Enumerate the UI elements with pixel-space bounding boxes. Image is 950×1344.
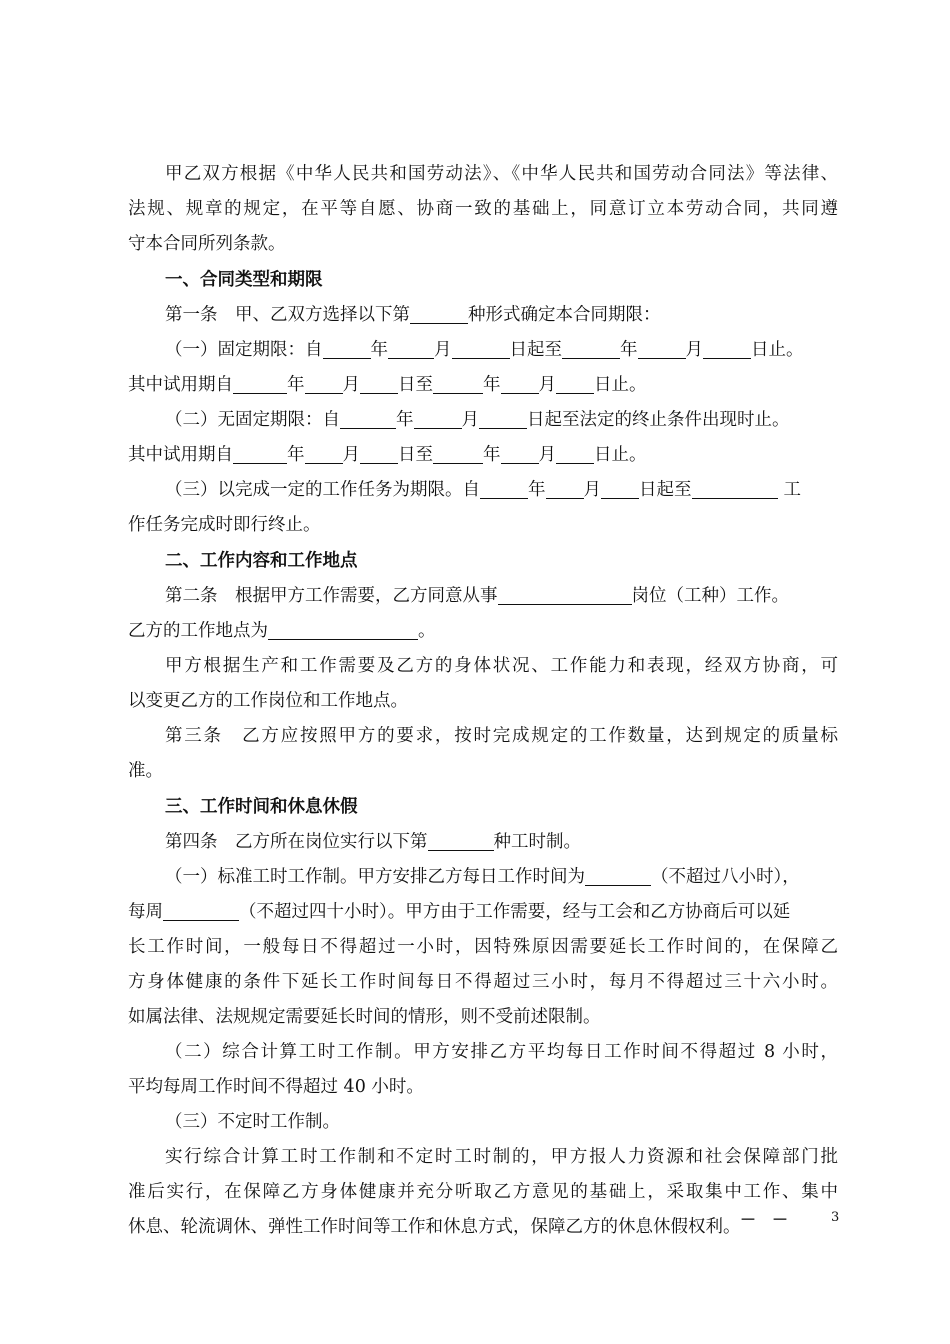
probation-end-year-blank[interactable] (433, 373, 483, 394)
probation-end-day-blank[interactable] (556, 373, 594, 394)
daily-hours-blank[interactable] (585, 865, 651, 886)
probation-start-month-blank[interactable] (305, 373, 343, 394)
probation2-start-day-blank[interactable] (360, 443, 398, 464)
rest-policy-line-2: 准后实行，在保障乙方身体健康并充分听取乙方意见的基础上，采取集中工作、集中 (128, 1182, 838, 1202)
start-year-blank[interactable] (323, 338, 371, 359)
flexible-hours-line: （三）不定时工作制。 (165, 1112, 340, 1132)
comprehensive-hours-line-1: （二）综合计算工时工作制。甲方安排乙方平均每日工作时间不得超过 8 小时， (165, 1042, 838, 1062)
intro-line-2: 法规、规章的规定，在平等自愿、协商一致的基础上，同意订立本劳动合同，共同遵 (128, 199, 838, 219)
start-month-blank[interactable] (388, 338, 434, 359)
work-location-line: 乙方的工作地点为 。 (128, 621, 436, 641)
open-start-month-blank[interactable] (414, 408, 462, 429)
end-month-blank[interactable] (638, 338, 686, 359)
change-position-line-1: 甲方根据生产和工作需要及乙方的身体状况、工作能力和表现，经双方协商，可 (165, 656, 838, 676)
standard-hours-line-3: 长工作时间，一般每日不得超过一小时，因特殊原因需要延长工作时间的，在保障乙 (128, 937, 838, 957)
section-heading-1: 一、合同类型和期限 (165, 270, 323, 290)
form-number-blank[interactable] (410, 303, 468, 324)
open-start-day-blank[interactable] (479, 408, 527, 429)
article-4: 第四条 乙方所在岗位实行以下第 种工时制。 (165, 832, 581, 852)
open-start-year-blank[interactable] (340, 408, 396, 429)
probation-start-day-blank[interactable] (360, 373, 398, 394)
probation2-end-day-blank[interactable] (556, 443, 594, 464)
task-start-month-blank[interactable] (546, 478, 584, 499)
intro-line-1: 甲乙双方根据《中华人民共和国劳动法》、《中华人民共和国劳动合同法》等法律、 (165, 164, 838, 184)
task-start-day-blank[interactable] (601, 478, 639, 499)
probation-line-2: 其中试用期自 年 月 日至 年 月 日止。 (128, 445, 647, 465)
start-day-blank[interactable] (452, 338, 510, 359)
open-term-line: （二）无固定期限：自 年 月 日起至法定的终止条件出现时止。 (165, 410, 790, 430)
standard-hours-line-1: （一）标准工时工作制。甲方安排乙方每日工作时间为 （不超过八小时）， (165, 867, 800, 887)
probation-start-year-blank[interactable] (233, 373, 287, 394)
task-term-line-2: 作任务完成时即行终止。 (128, 515, 321, 535)
weekly-hours-blank[interactable] (163, 900, 239, 921)
article-3-line-1: 第三条 乙方应按照甲方的要求，按时完成规定的工作数量，达到规定的质量标 (165, 726, 838, 746)
fixed-term-line: （一）固定期限：自 年 月 日起至 年 月 日止。 (165, 340, 804, 360)
rest-policy-line-3: 休息、轮流调休、弹性工作时间等工作和休息方式，保障乙方的休息休假权利。 (128, 1217, 741, 1237)
section-heading-3: 三、工作时间和休息休假 (165, 797, 358, 817)
probation-end-month-blank[interactable] (501, 373, 539, 394)
article-3-line-2: 准。 (128, 761, 163, 781)
probation2-end-month-blank[interactable] (501, 443, 539, 464)
task-start-year-blank[interactable] (480, 478, 528, 499)
end-day-blank[interactable] (703, 338, 751, 359)
intro-line-3: 守本合同所列条款。 (128, 234, 286, 254)
standard-hours-line-2: 每周 （不超过四十小时）。甲方由于工作需要，经与工会和乙方协商后可以延 (128, 902, 791, 922)
standard-hours-line-5: 如属法律、法规规定需要延长时间的情形，则不受前述限制。 (128, 1007, 601, 1027)
comprehensive-hours-line-2: 平均每周工作时间不得超过 40 小时。 (128, 1077, 424, 1097)
probation-line-1: 其中试用期自 年 月 日至 年 月 日止。 (128, 375, 647, 395)
work-location-blank[interactable] (268, 619, 418, 640)
hours-system-blank[interactable] (428, 830, 494, 851)
section-heading-2: 二、工作内容和工作地点 (165, 551, 358, 571)
probation2-start-month-blank[interactable] (305, 443, 343, 464)
standard-hours-line-4: 方身体健康的条件下延长工作时间每日不得超过三小时，每月不得超过三十六小时。 (128, 972, 838, 992)
task-term-line: （三）以完成一定的工作任务为期限。自 年 月 日起至 工 (165, 480, 801, 500)
position-blank[interactable] (498, 584, 632, 605)
probation2-end-year-blank[interactable] (433, 443, 483, 464)
page-number: 3 (831, 1210, 840, 1225)
footer-dash: － － (740, 1210, 789, 1229)
change-position-line-2: 以变更乙方的工作岗位和工作地点。 (128, 691, 408, 711)
task-name-blank[interactable] (692, 478, 778, 499)
article-2: 第二条 根据甲方工作需要，乙方同意从事 岗位（工种）工作。 (165, 586, 789, 606)
article-1: 第一条 甲、乙双方选择以下第 种形式确定本合同期限： (165, 305, 661, 325)
probation2-start-year-blank[interactable] (233, 443, 287, 464)
end-year-blank[interactable] (562, 338, 620, 359)
rest-policy-line-1: 实行综合计算工时工作制和不定时工时制的，甲方报人力资源和社会保障部门批 (165, 1147, 838, 1167)
